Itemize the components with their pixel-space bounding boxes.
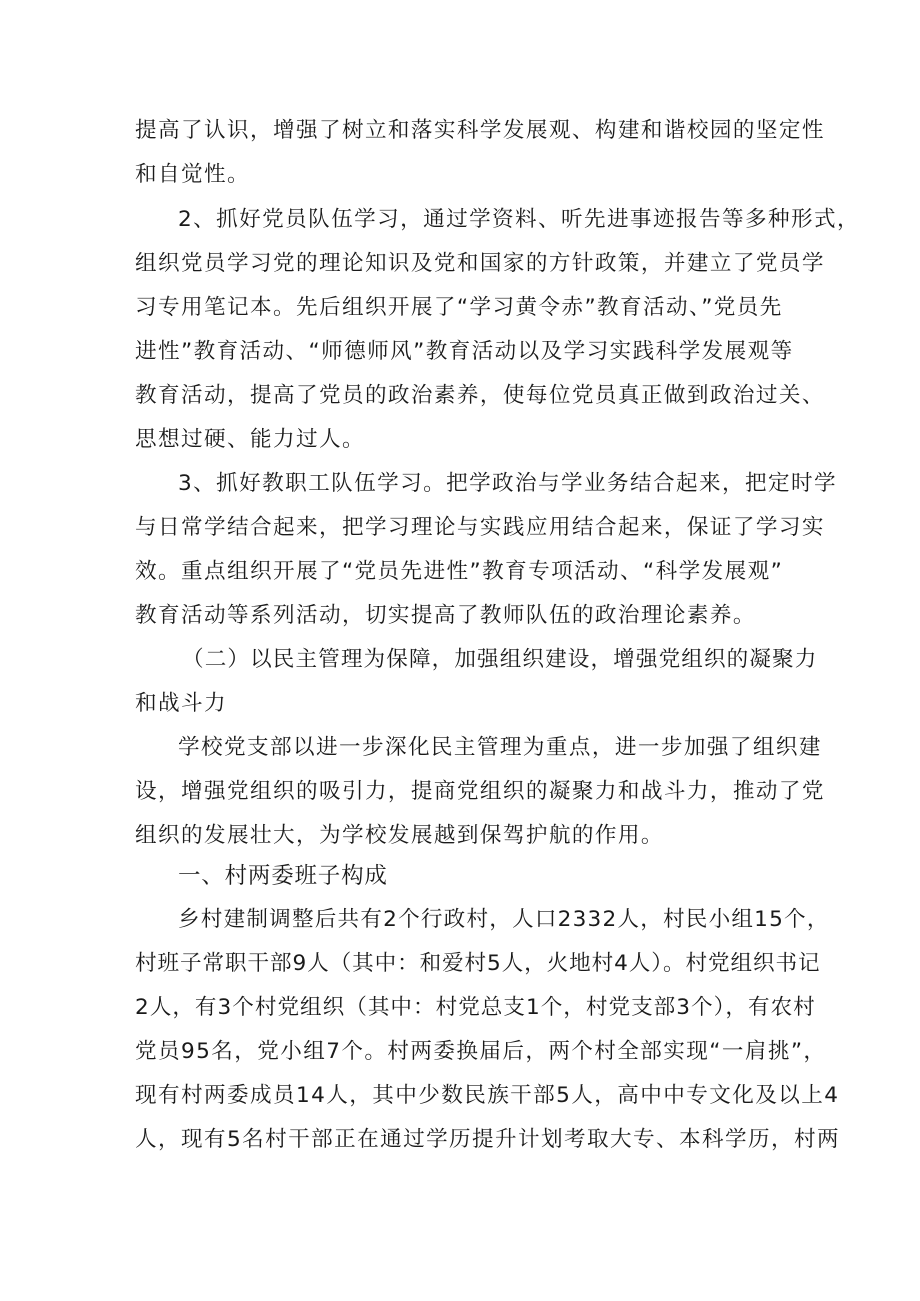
paragraph-line: 组织党员学习党的理论知识及党和国家的方针政策，并建立了党员学	[135, 251, 825, 276]
paragraph-line: 现有村两委成员14人，其中少数民族干部5人，高中中专文化及以上4	[135, 1083, 840, 1108]
paragraph-line: 2、抓好党员队伍学习，通过学资料、听先进事迹报告等多种形式，	[178, 207, 860, 232]
paragraph-line: 和自觉性。	[135, 162, 250, 187]
paragraph-line: 习专用笔记本。先后组织开展了“学习黄令赤”教育活动、”党员先	[135, 295, 783, 320]
paragraph-line: 组织的发展壮大，为学校发展越到保驾护航的作用。	[135, 823, 664, 848]
paragraph-line: 学校党支部以进一步深化民主管理为重点，进一步加强了组织建	[178, 735, 822, 760]
paragraph-line: 教育活动等系列活动，切实提高了教师队伍的政治理论素养。	[135, 603, 756, 628]
paragraph-line: 人，现有5名村干部正在通过学历提升计划考取大专、本科学历，村两	[135, 1127, 840, 1152]
paragraph-line: 乡村建制调整后共有2个行政村，人口2332人，村民小组15个，	[178, 907, 830, 932]
paragraph-line: 思想过硬、能力过人。	[135, 427, 365, 452]
paragraph-line: 2人，有3个村党组织（其中：村党总支1个，村党支部3个），有农村	[135, 995, 816, 1020]
paragraph-line: 党员95名，党小组7个。村两委换届后，两个村全部实现“一肩挑”，	[135, 1039, 827, 1064]
page-heading: 一、村两委班子构成	[178, 863, 388, 889]
section-heading: （二）以民主管理为保障，加强组织建设，增强党组织的凝聚力	[182, 647, 818, 672]
paragraph-line: 设，增强党组织的吸引力，提商党组织的凝聚力和战斗力，推动了党	[135, 779, 825, 804]
paragraph-line: 效。重点组织开展了“党员先进性”教育专项活动、“科学发展观”	[135, 559, 784, 584]
paragraph-line: 与日常学结合起来，把学习理论与实践应用结合起来，保证了学习实	[135, 515, 825, 540]
section-heading: 和战斗力	[135, 691, 227, 716]
paragraph-line: 进性”教育活动、“师德师风”教育活动以及学习实践科学发展观等	[135, 339, 794, 364]
paragraph-line: 教育活动，提高了党员的政治素养，使每位党员真正做到政治过关、	[135, 383, 825, 408]
paragraph-line: 3、抓好教职工队伍学习。把学政治与学业务结合起来，把定时学	[178, 471, 837, 496]
paragraph-line: 提高了认识，增强了树立和落实科学发展观、构建和谐校园的坚定性	[135, 118, 825, 143]
paragraph-line: 村班子常职干部9人（其中：和爱村5人，火地村4人）。村党组织书记	[135, 951, 821, 976]
